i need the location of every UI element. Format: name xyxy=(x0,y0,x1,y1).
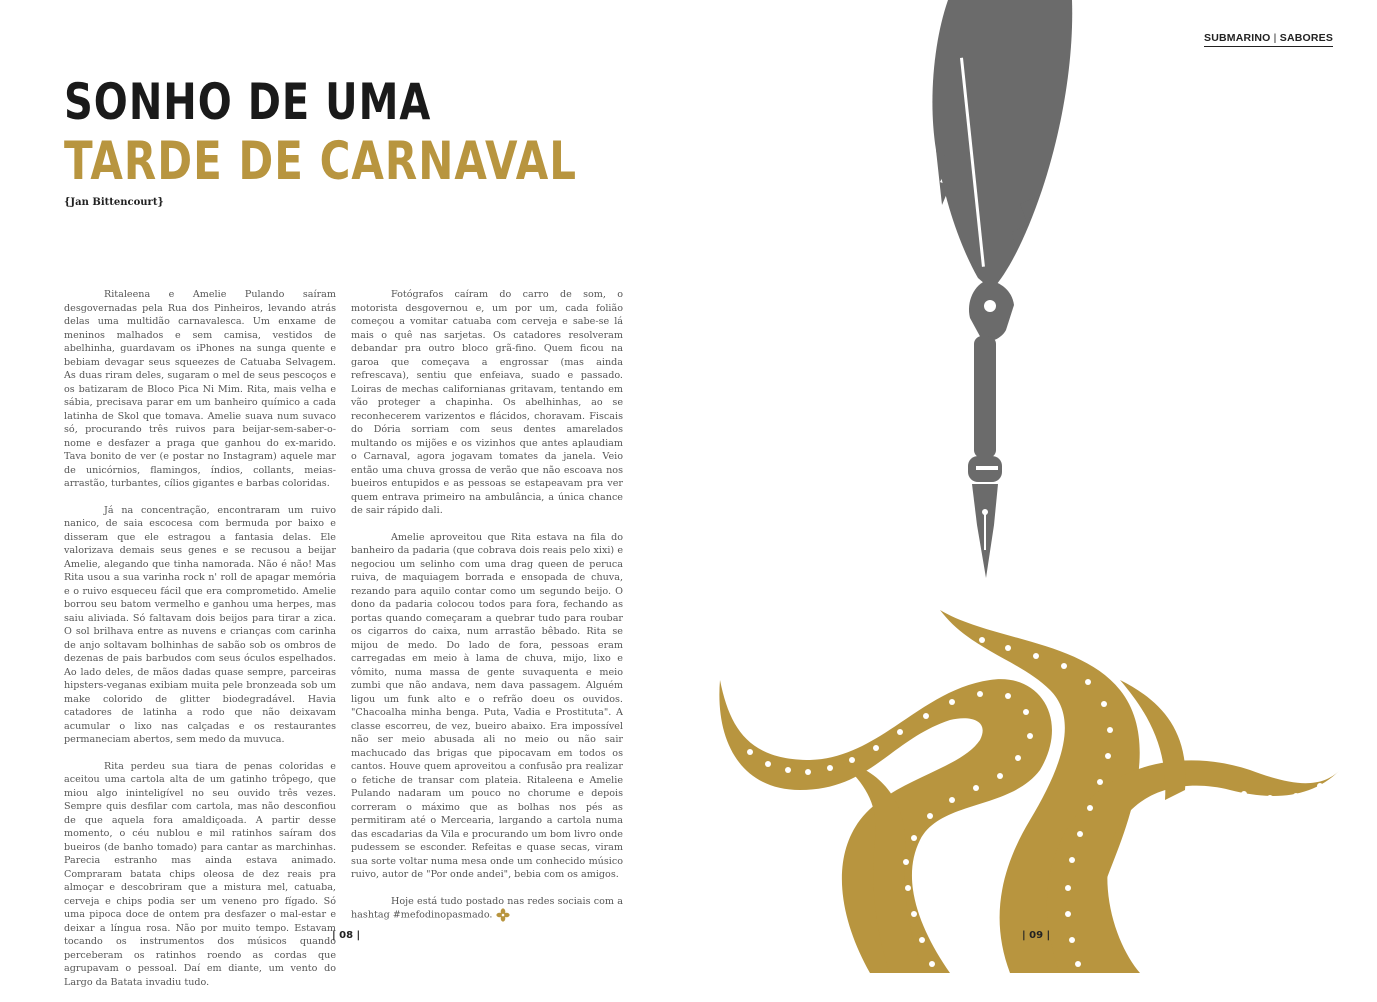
feather-quill-icon xyxy=(932,0,1072,578)
section-tag-section: SABORES xyxy=(1279,32,1334,44)
section-tag xyxy=(1204,32,1333,47)
page-number-right: | 09 | xyxy=(1022,930,1051,941)
article-title-line2: TARDE DE CARNAVAL xyxy=(64,130,577,192)
paragraph: Amelie aproveitou que Rita estava na fila do banheiro da padaria (que cobrava dois reais pelo xixi) e negociou um selinho com uma drag queen de peruca ruiva, de maquiagem borrada e ensopada de chuva, rezando para aquilo contar como um segundo beijo. O dono da padaria colocou todos para fora, fechando as portas quando começaram a quebrar tudo para roubar os cigarros do caixa, num arrastão bêbado. Rita se mijou de medo. Do lado de fora, pessoas eram carregadas em meio à lama de chuva, mijo, lixo e vômito, numa massa de gente suvaquenta e meio zumbi que não andava, nem dava passagem. Alguém ligou um funk alto e o refrão doeu os ouvidos. "Chacoalha minha benga. Puta, Vadia e Prostituta". A classe escorreu, de vez, bueiro abaixo. Era impossível não ser meio abusada ali no meio ou não sair machucado das brigas que pipocavam em todos os cantos. Houve quem aproveitou a confusão pra realizar o fetiche de transar com plateia. Ritaleena e Amelie Pulando nadaram um pouco no chorume e depois correram o máximo que as bolhas nos pés as permitiram até o Mercearia, largando a cartola numa das escadarias da Vila e procurando um bom livro onde pudessem se esconder. Refeitas e quase secas, viram sua sorte voltar numa mesa onde um conhecido músico ruivo, autor de "Por onde andei", bebia com os amigos. xyxy=(351,531,623,880)
paragraph: Fotógrafos caíram do carro de som, o motorista desgovernou e, um por um, cada folião começou a vomitar catuaba com cerveja e sabe-se lá mais o quê nas sarjetas. Os catadores resolveram debandar pra outro bloco grã-fino. Quem ficou na garoa que começava a engrossar (mas ainda refrescava), sentiu que enfeiava, suado e passado. Loiras de mechas californianas gritavam, tentando em vão proteger a chapinha. Os abelhinhas, ao se reconhecerem varizentos e flácidos, choravam. Fiscais do Dória sorriam com seus dentes amarelados multando os mijões e os vizinhos que antes aplaudiam o Carnaval, agora jogavam tomates da janela. Veio então uma chuva grossa de verão que não escoava nos bueiros entupidos e as pessoas se estapeavam pra ver quem entrava primeiro na ambulância, a única chance de sair rápido dali. xyxy=(351,289,623,516)
section-tag-separator: | xyxy=(1270,32,1280,44)
article-column-2 xyxy=(351,288,623,935)
paragraph: Já na concentração, encontraram um ruivo nanico, de saia escocesa com bermuda por baixo e disseram que ele estragou a fantasia delas. Ele valorizava demais seus genes e se recusou a beijar Amelie, alegando que tinha namorada. Não é não! Mas Rita usou a sua varinha rock n' roll de apagar memória e o ruivo esqueceu fácil que era comprometido. Amelie borrou seu batom vermelho e ganhou uma herpes, mas saiu aliviada. Só faltavam dois beijos para tirar a zica. O sol brilhava entre as nuvens e crianças com carinha de anjo soltavam bolhinhas de sabão sob os ombros de dezenas de pais barbudos com seus óculos espelhados. Ao lado deles, de mãos dadas quase sempre, parceiras hipsters-veganas exibiam muita pele bronzeada sob um make colorido de glitter biodegradável. Havia catadores de latinha a rodo que não deixavam acumular o lixo nas calçadas e os restaurantes permaneciam abertos, sem medo da muvuca. xyxy=(64,504,336,745)
right-page xyxy=(690,0,1377,973)
left-page xyxy=(0,0,686,988)
article-author: {Jan Bittencourt} xyxy=(64,197,164,208)
octopus-tentacles-icon xyxy=(719,610,1340,973)
paragraph: Ritaleena e Amelie Pulando saíram desgovernadas pela Rua dos Pinheiros, levando atrás delas uma multidão carnavalesca. Um enxame de meninos malhados e sem camisa, vestidos de abelhinha, guardavam os iPhones na sunga quente e bebiam devagar seus squeezes de Catuaba Selvagem. As duas riram deles, sugaram o mel de seus pescoços e os batizaram de Bloco Pica Ni Mim. Rita, mais velha e sábia, precisava parar em um banheiro químico a cada latinha de Skol que tomava. Amelie suava num suvaco só, procurando três ruivos para beijar-sem-saber-o-nome e desfazer a praga que ganhou do ex-marido. Tava bonito de ver (e postar no Instagram) aquele mar de unicórnios, flamingos, índios, collants, meias-arrastão, turbantes, cílios gigantes e barbas coloridas. xyxy=(64,289,336,489)
paragraph-text: Hoje está tudo postado nas redes sociais com a hashtag #mefodinopasmado. xyxy=(351,895,623,921)
paragraph-ending xyxy=(351,895,623,923)
page-number-left: | 08 | xyxy=(332,930,361,941)
article-column-1 xyxy=(64,288,336,1002)
illustration xyxy=(690,0,1377,973)
end-mark-icon xyxy=(496,908,510,922)
paragraph: Rita perdeu sua tiara de penas coloridas e aceitou uma cartola alta de um gatinho trôpego, que miou algo ininteligível no seu ouvido três vezes. Sempre quis desfilar com cartola, mas não desconfiou de que aquela fora amaldiçoada. A partir desse momento, o céu nublou e mil ratinhos saíram dos bueiros (de banho tomado) para cantar as marchinhas. Parecia estranho mas ainda estava animado. Compraram batata chips oleosa de dez reais pra almoçar e descobriram que a mistura mel, catuaba, cerveja e chips podia ser um veneno pro fígado. Só uma pipoca doce de ontem pra desfazer o mal-estar e deixar a língua rosa. Não por muito tempo. Estavam tocando os instrumentos dos músicos quando perceberam os ratinhos roendo as cordas que agrupavam o pessoal. Daí em diante, um vento do Largo da Batata invadiu tudo. xyxy=(64,760,336,988)
section-tag-magazine: SUBMARINO xyxy=(1204,32,1271,44)
article-title-line1: SONHO DE UMA xyxy=(64,74,432,132)
